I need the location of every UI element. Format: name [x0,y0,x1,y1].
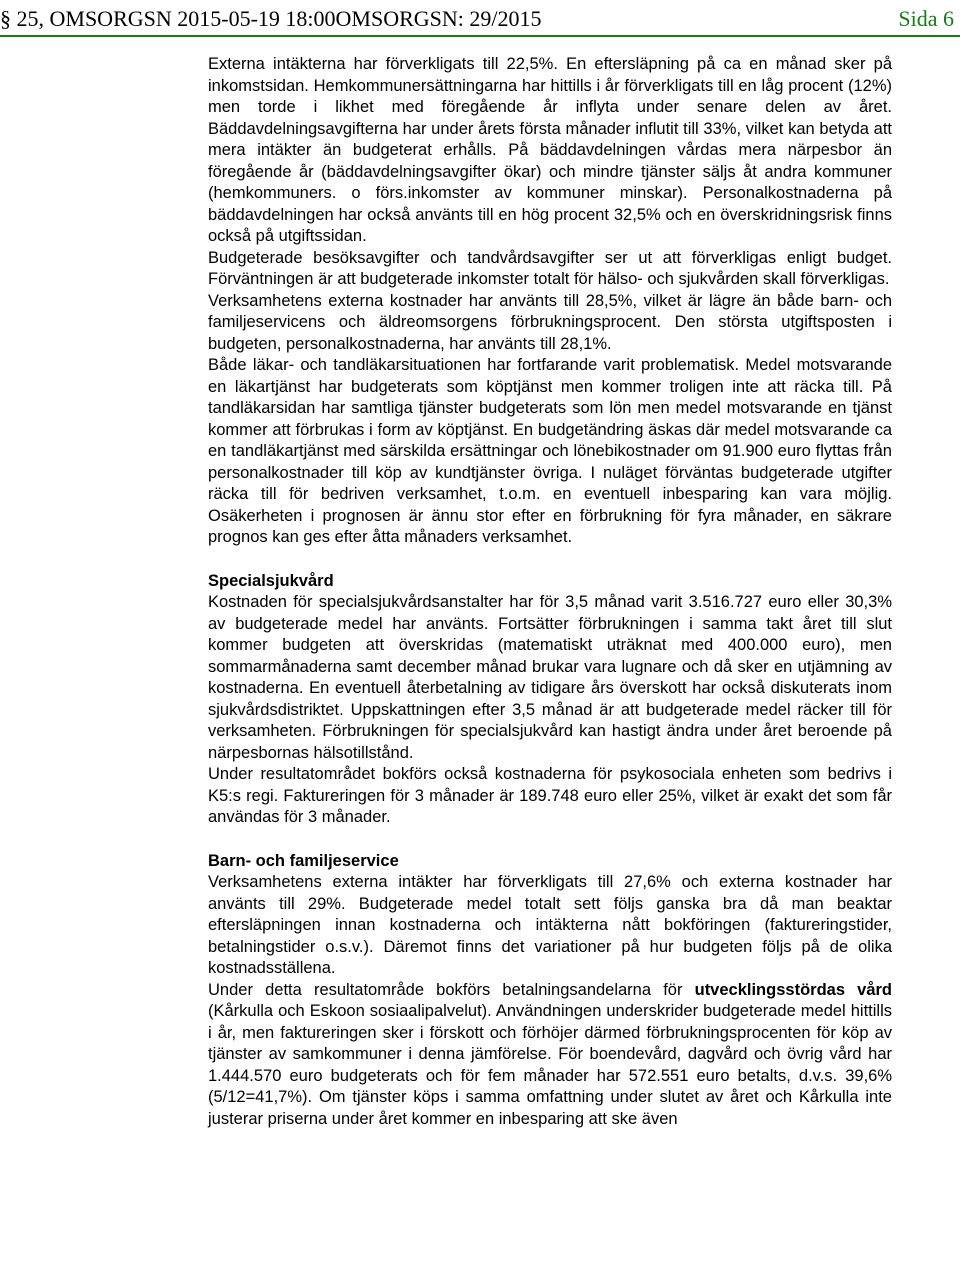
emphasis-text: utvecklingsstördas vård [694,980,893,999]
header-title [0,6,542,32]
specialsjukvard-paragraph-1: Kostnaden för specialsjukvårdsanstalter har för 3,5 månad varit 3.516.727 euro eller 30,3% av budgeterade medel har använts. Fortsätter förbrukningen i samma takt året till slut kommer budgeten att överskridas (matematiskt uträknat med 400.000 euro), men sommarmånaderna samt december månad brukar vara lugnare och då sker en utjämning av kostnaderna. En eventuell återbetalning av tidigare års överskott har också diskuterats inom sjukvårdsdistriktet. Uppskattningen efter 3,5 månad är att budgeterade medel räcker till för verksamheten. Förbrukningen för specialsjukvård kan hastigt ändra under året beroende på närpesbornas hälsotillstånd. [208,593,892,762]
section-spacer [208,829,892,851]
intro-paragraph-1: Externa intäkterna har förverkligats till 22,5%. En eftersläpning på ca en månad sker på inkomstsidan. Hemkommunersättningarna har hittills i år förverkligats till en låg procent (12%) men torde i likhet med föregående år inflyta under senare delen av året. Bäddavdelningsavgifterna har under årets första månader influtit till 33%, vilket kan betyda att mera intäkter än budgeterat erhålls. På bäddavdelningen vårdas mera närpesbor än föregående år (bäddavdelningsavgifter ökar) och mindre tjänster säljs åt andra kommuner (hemkommuners. o förs.inkomster av kommuner minskar). Personalkostnaderna på bäddavdelningen har också använts till en hög procent 32,5% och en överskridningsrisk finns också på utgiftssidan. [208,55,892,245]
section-heading-specialsjukvard: Specialsjukvård [208,571,334,590]
section-spacer [208,549,892,571]
document-body [208,54,892,1130]
barn-familjeservice-paragraph-1: Verksamhetens externa intäkter har förverkligats till 27,6% och externa kostnader har använts till 29%. Budgeterade medel totalt sett följs ganska bra då man beaktar eftersläpningen innan kostnaderna och intäkterna nått bokföringen (faktureringstider, betalningstider o.s.v.). Däremot finns det variationer på hur budgeten följs på de olika kostnadsställena. [208,873,892,977]
page-header [0,0,960,40]
page-number: Sida 6 [898,6,954,31]
paragraph-text: Under detta resultatområde bokförs betalningsandelarna för [208,980,695,999]
intro-paragraph-4: Både läkar- och tandläkarsituationen har fortfarande varit problematisk. Medel motsvarande en läkartjänst har budgeterats som köptjänst men kommer troligen inte att räcka till. På tandläkarsidan har samtliga tjänster budgeterats som lön men medel motsvarande en tjänst kommer att förbrukas i form av köptjänst. En budgetändring äskas där medel motsvarande ca en tandläkartjänst med särskilda ersättningar och lönebikostnader om 91.900 euro flyttas från personalkostnader till köp av kundtjänster övriga. I nuläget förväntas budgeterade utgifter räcka till för bedriven verksamhet, t.o.m. en eventuell inbesparing kan vara möjlig. Osäkerheten i prognosen är ännu stor efter en förbrukning för fyra månader, en säkrare prognos kan ges efter åtta månaders verksamhet. [208,356,892,546]
paragraph-text: (Kårkulla och Eskoon sosiaalipalvelut). Användningen underskrider budgeterade medel hittills i år, men faktureringen sker i förskott och förhöjer därmed förbrukningsprocenten för köp av tjänster av samkommuner i denna jämförelse. För boendevård, dagvård och övrig vård har 1.444.570 euro budgeterats och för fem månader har 572.551 euro betalts, d.v.s. 39,6% (5/12=41,7%). Om tjänster köps i samma omfattning under slutet av året och Kårkulla inte justerar priserna under året kommer en inbesparing att ske även [208,1002,892,1128]
barn-familjeservice-paragraph-2 [208,980,892,1131]
intro-paragraph-2: Budgeterade besöksavgifter och tandvårdsavgifter ser ut att förverkligas enligt budget. Förväntningen är att budgeterade inkomster totalt för hälso- och sjukvården skall förverkligas. [208,248,892,288]
intro-paragraph-3: Verksamhetens externa kostnader har använts till 28,5%, vilket är lägre än både barn- och familjeservicens och äldreomsorgens förbrukningsprocent. Den största utgiftsposten i budgeten, personalkostnaderna, har använts till 28,1%. [208,291,892,353]
header-divider [0,35,960,37]
specialsjukvard-paragraph-2: Under resultatområdet bokförs också kostnaderna för psykosociala enheten som bedrivs i K5:s regi. Faktureringen för 3 månader är 189.748 euro eller 25%, vilket är exakt det som får användas för 3 månader. [208,765,892,826]
section-mark: § [0,6,11,31]
section-heading-barn-familjeservice: Barn- och familjeservice [208,851,399,870]
header-meeting-ref: 25, OMSORGSN 2015-05-19 18:00OMSORGSN: 29/2015 [16,6,542,31]
